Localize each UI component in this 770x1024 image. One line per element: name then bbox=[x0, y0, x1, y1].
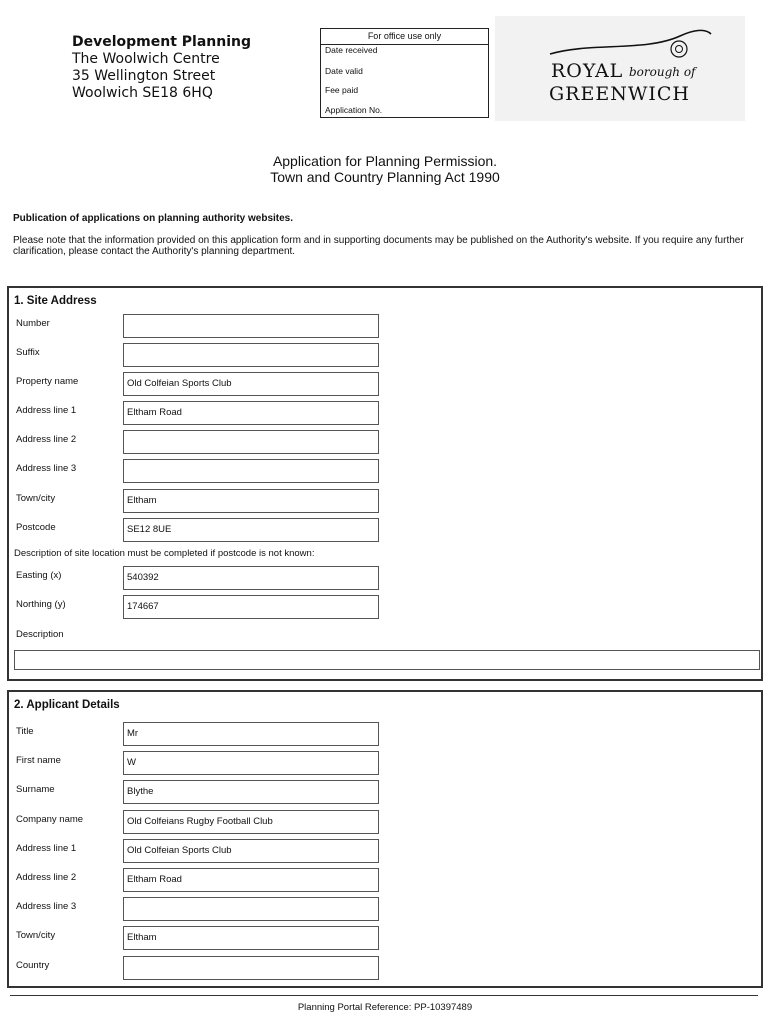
section-title: 2. Applicant Details bbox=[14, 699, 120, 711]
field-label: First name bbox=[16, 755, 61, 766]
form-title-line2: Town and Country Planning Act 1990 bbox=[270, 169, 500, 185]
office-row-date-valid: Date valid bbox=[325, 66, 363, 76]
description-label: Description bbox=[16, 629, 64, 640]
field-label: Address line 1 bbox=[16, 843, 77, 854]
address-line: 35 Wellington Street bbox=[72, 68, 216, 84]
office-use-box bbox=[320, 28, 489, 118]
suffix-field[interactable] bbox=[123, 343, 379, 367]
office-row-application-no: Application No. bbox=[325, 105, 383, 115]
office-row-date-received: Date received bbox=[325, 45, 378, 55]
field-label: Country bbox=[16, 960, 50, 971]
address-line-3-field[interactable] bbox=[123, 459, 379, 483]
field-label: Address line 2 bbox=[16, 434, 77, 445]
site-address-section bbox=[7, 286, 763, 681]
property-name-field[interactable]: Old Colfeian Sports Club bbox=[123, 372, 379, 396]
org-address-block bbox=[72, 34, 251, 102]
org-name: Development Planning bbox=[72, 34, 252, 50]
field-label: Address line 3 bbox=[16, 463, 77, 474]
surname-field[interactable]: Blythe bbox=[123, 780, 379, 804]
address-line: Woolwich SE18 6HQ bbox=[72, 85, 213, 101]
first-name-field[interactable]: W bbox=[123, 751, 379, 775]
field-label: Town/city bbox=[16, 493, 56, 504]
northing-field[interactable]: 174667 bbox=[123, 595, 379, 619]
field-label: Property name bbox=[16, 376, 79, 387]
logo-royal: ROYAL bbox=[551, 60, 624, 82]
field-label: Address line 3 bbox=[16, 901, 77, 912]
town-city-field[interactable]: Eltham bbox=[123, 489, 379, 513]
office-row-fee-paid: Fee paid bbox=[325, 85, 359, 95]
publication-heading: Publication of applications on planning authority websites. bbox=[13, 213, 294, 224]
field-label: Company name bbox=[16, 814, 84, 825]
applicant-address-line-1-field[interactable]: Old Colfeian Sports Club bbox=[123, 839, 379, 863]
address-line: The Woolwich Centre bbox=[72, 51, 220, 67]
address-line-1-field[interactable]: Eltham Road bbox=[123, 401, 379, 425]
applicant-address-line-2-field[interactable]: Eltham Road bbox=[123, 868, 379, 892]
publication-notice: Please note that the information provided on this application form and in supporting documents may be published on the Authority's website. If you require any further clarification, please contact the Authority's planning department. bbox=[13, 235, 744, 257]
field-label: Suffix bbox=[16, 347, 40, 358]
country-field[interactable] bbox=[123, 956, 379, 980]
field-label: Easting (x) bbox=[16, 570, 62, 581]
easting-field[interactable]: 540392 bbox=[123, 566, 379, 590]
number-field[interactable] bbox=[123, 314, 379, 338]
form-title bbox=[0, 153, 770, 185]
portal-reference: Planning Portal Reference: PP-10397489 bbox=[297, 1002, 473, 1013]
applicant-title-field[interactable]: Mr bbox=[123, 722, 379, 746]
greenwich-logo bbox=[495, 16, 745, 121]
field-label: Address line 2 bbox=[16, 872, 77, 883]
field-label: Number bbox=[16, 318, 50, 329]
description-field[interactable] bbox=[14, 650, 760, 670]
logo-greenwich: GREENWICH bbox=[549, 83, 690, 105]
address-line-2-field[interactable] bbox=[123, 430, 379, 454]
field-label: Address line 1 bbox=[16, 405, 77, 416]
field-label: Surname bbox=[16, 784, 55, 795]
field-label: Postcode bbox=[16, 522, 56, 533]
postcode-field[interactable]: SE12 8UE bbox=[123, 518, 379, 542]
footer-divider bbox=[10, 995, 758, 996]
logo-borough: borough of bbox=[629, 65, 696, 79]
company-name-field[interactable]: Old Colfeians Rugby Football Club bbox=[123, 810, 379, 834]
form-title-line1: Application for Planning Permission. bbox=[272, 153, 498, 169]
applicant-details-section bbox=[7, 690, 763, 988]
location-note: Description of site location must be completed if postcode is not known: bbox=[14, 548, 315, 559]
field-label: Town/city bbox=[16, 930, 56, 941]
field-label: Northing (y) bbox=[16, 599, 66, 610]
applicant-town-city-field[interactable]: Eltham bbox=[123, 926, 379, 950]
office-use-title: For office use only bbox=[321, 29, 488, 45]
section-title: 1. Site Address bbox=[14, 295, 97, 307]
applicant-address-line-3-field[interactable] bbox=[123, 897, 379, 921]
field-label: Title bbox=[16, 726, 34, 737]
